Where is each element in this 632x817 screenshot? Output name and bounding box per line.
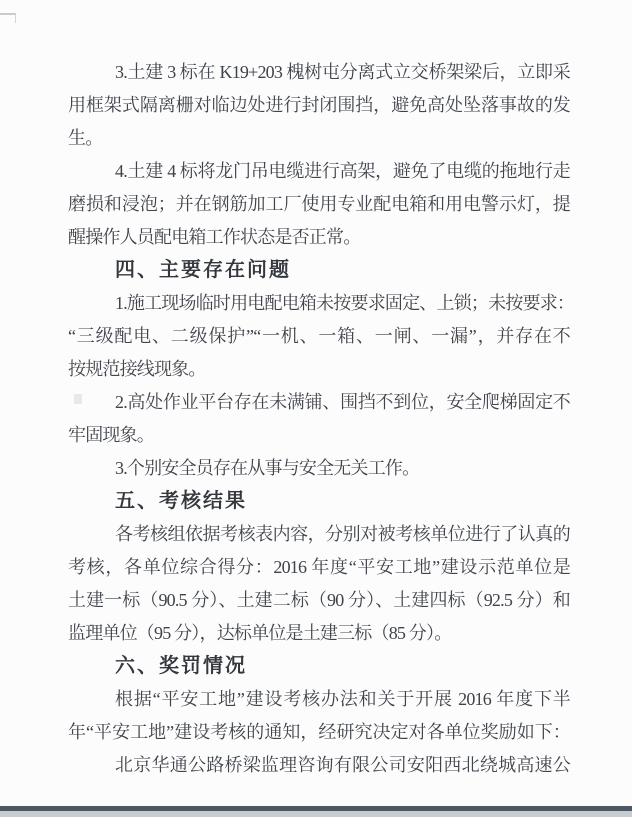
section-heading: 五、考核结果 (115, 490, 247, 512)
document-line: 3.个别安全员存在从事与安全无关工作。 (115, 458, 420, 478)
document-line: 监理单位（95 分），达标单位是土建三标（85 分）。 (68, 623, 452, 643)
document-body (68, 56, 575, 782)
document-line: “三级配电、二级保护”“一机、一箱、一闸、一漏”，并存在不 (68, 326, 570, 346)
document-line: 醒操作人员配电箱工作状态是否正常。 (68, 227, 361, 247)
document-line: 按规范接线现象。 (68, 359, 206, 379)
document-line: 生。 (68, 128, 103, 148)
document-line: 北京华通公路桥梁监理咨询有限公司安阳西北绕城高速公 (115, 755, 570, 775)
document-line: 牢固现象。 (68, 425, 154, 445)
scan-artifact-corner-mark (0, 13, 16, 23)
document-line: 年“平安工地”建设考核的通知，经研究决定对各单位奖励如下： (68, 722, 570, 742)
document-line: 4.土建 4 标将龙门吊电缆进行高架，避免了电缆的拖地行走 (115, 161, 570, 181)
document-line: 3.土建 3 标在 K19+203 槐树屯分离式立交桥架梁后，立即采 (115, 62, 570, 82)
section-heading: 四、主要存在问题 (115, 259, 291, 281)
document-line: 1.施工现场临时用电配电箱未按要求固定、上锁；未按要求： (115, 293, 575, 313)
document-line: 用框架式隔离栅对临边处进行封闭围挡，避免高处坠落事故的发 (68, 95, 570, 115)
document-line: 根据“平安工地”建设考核办法和关于开展 2016 年度下半 (115, 689, 570, 709)
document-line: 2.高处作业平台存在未满铺、围挡不到位，安全爬梯固定不 (115, 392, 570, 412)
document-line: 考核，各单位综合得分：2016 年度“平安工地”建设示范单位是 (68, 557, 570, 577)
scan-page-edge-below (0, 811, 632, 817)
document-line: 磨损和浸泡；并在钢筋加工厂使用专业配电箱和用电警示灯，提 (68, 194, 570, 214)
document-line: 土建一标（90.5 分）、土建二标（90 分）、土建四标（92.5 分）和 (68, 590, 570, 610)
section-heading: 六、奖罚情况 (115, 655, 247, 677)
document-line: 各考核组依据考核表内容，分别对被考核单位进行了认真的 (115, 524, 570, 544)
